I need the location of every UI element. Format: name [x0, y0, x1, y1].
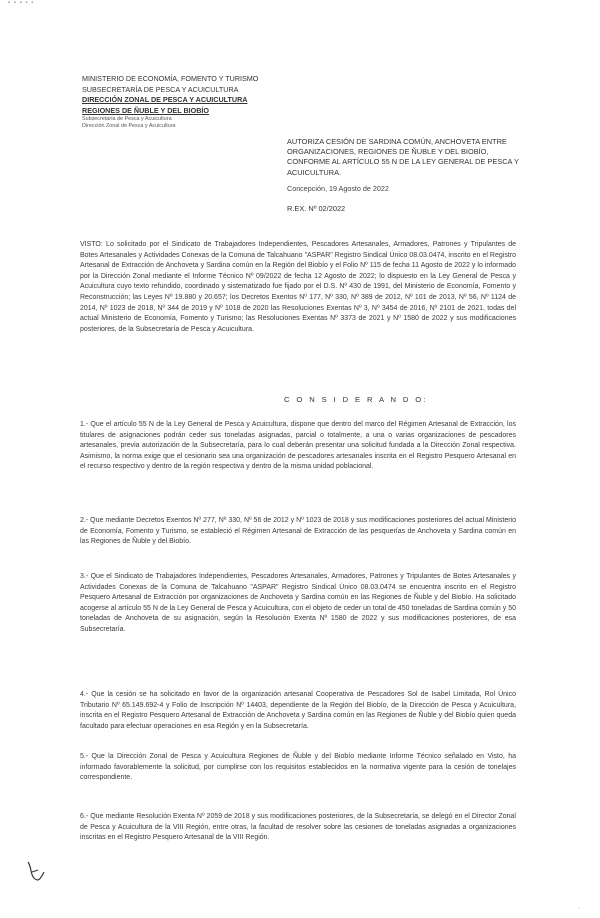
- considerando-4-text: 4.- Que la cesión se ha solicitado en favor de la organización artesanal Cooperativa de Pescadores Sol de Isabel Limitada, Rol Único Tributario Nº 65.149.692-4 y Folio de Inscripción Nº 14403, dependiente de la Región del Biobío, de la Dirección de Pesca y Acuicultura, inscrita en el Registro Pesquero Artesanal de Extracción de Anchoveta y Sardina común en las Regiones de Ñuble y del Biobío quien queda facultado para efectuar operaciones en esa Región y en la Subsecretaría.: [80, 691, 516, 730]
- letterhead-subsecretaria: SUBSECRETARÍA DE PESCA Y ACUICULTURA: [82, 84, 239, 94]
- considerando-6-text: 6.- Que mediante Resolución Exenta Nº 2059 de 2018 y sus modificaciones posteriores, de la Subsecretaría, se delegó en el Director Zonal de Pesca y Acuicultura de la VIII Región, entre otras, la facultad de resolver sobre las cesiones de toneladas asignadas a organizaciones inscritas en el Registro Pesquero Artesanal de la VIII Región.: [80, 813, 516, 842]
- resolution-number: R.EX. Nº 02/2022: [287, 204, 346, 213]
- visto-paragraph: [80, 240, 516, 335]
- considerando-5: [80, 752, 516, 784]
- letterhead-small-2: Dirección Zonal de Pesca y Acuicultura: [82, 123, 176, 129]
- letterhead-small-1: Subsecretaría de Pesca y Acuicultura: [82, 116, 172, 122]
- scan-marks: ▪ ▪ ▪ ▪ ▪: [8, 0, 35, 6]
- considerando-1: [80, 420, 516, 473]
- corner-mark: ▫: [578, 906, 580, 912]
- considerando-heading: C O N S I D E R A N D O:: [284, 395, 429, 404]
- considerando-1-text: 1.- Que el artículo 55 N de la Ley General de Pesca y Acuicultura, dispone que dentro del marco del Régimen Artesanal de Extracción, los titulares de asignaciones podrán ceder sus toneladas asignadas, parcial o totalmente, a una o varias organizaciones de pescadores artesanales, previa autorización de la Subsecretaría, para lo cual deberán presentar una solicitud fundada a la Dirección Zonal respectiva. Asimismo, la norma exige que el cesionario sea una organización de pescadores artesanales inscrita en el Registro Pesquero Artesanal en el recurso respectivo y dentro de la región respectiva y dentro de la misma unidad poblacional.: [80, 421, 516, 471]
- considerando-2-text: 2.- Que mediante Decretos Exentos Nº 277, Nº 330, Nº 56 de 2012 y Nº 1023 de 2018 y sus modificaciones posteriores del actual Ministerio de Economía, Fomento y Turismo, se estableció el Régimen Artesanal de Extracción de las pesquerías de Anchoveta y Sardina común en las Regiones de Ñuble y del Biobío.: [80, 517, 516, 546]
- letterhead-direccion: DIRECCIÓN ZONAL DE PESCA Y ACUICULTURA: [82, 95, 248, 104]
- considerando-5-text: 5.- Que la Dirección Zonal de Pesca y Acuicultura Regiones de Ñuble y del Biobío mediante Informe Técnico señalado en Visto, ha informado favorablemente la solicitud, por cumplirse con los requisitos establecidos en la normativa vigente para la cesión de tonelajes correspondiente.: [80, 753, 516, 782]
- letterhead-ministry: MINISTERIO DE ECONOMÍA, FOMENTO Y TURISMO: [82, 74, 259, 83]
- letterhead-regiones: REGIONES DE ÑUBLE Y DEL BIOBÍO: [82, 105, 210, 115]
- considerando-4: [80, 690, 516, 732]
- signature-mark-icon: [24, 858, 50, 884]
- resolution-title: AUTORIZA CESIÓN DE SARDINA COMÚN, ANCHOVETA ENTRE ORGANIZACIONES, REGIONES DE ÑUBLE Y DEL BIOBÍO, CONFORME AL ARTÍCULO 55 N DE LA LEY GENERAL DE PESCA Y ACUICULTURA.: [287, 137, 519, 177]
- considerando-6: [80, 812, 516, 844]
- letterhead: [82, 74, 312, 130]
- visto-text: VISTO: Lo solicitado por el Sindicato de Trabajadores Independientes, Pescadores Artesanales, Armadores, Patrones y Tripulantes de Botes Artesanales y Actividades Conexas de la Comuna de Talcahuano "ASPAR" Registro Sindical Único 08.03.0474, inscrito en el Registro Artesanal de Extracción de Anchoveta y Sardina común en la Región del Biobío y el Folio Nº 115 de fecha 11 Agosto de 2022 y lo informado por la Dirección Zonal mediante el Informe Técnico Nº 09/2022 de fecha 12 Agosto de 2022; lo dispuesto en la Ley General de Pesca y Acuicultura cuyo texto refundido, coordinado y sistematizado fue fijado por el D.S. Nº 430 de 1991, del Ministerio de Economía, Fomento y Reconstrucción; las Leyes Nº 19.880 y 20.657; los Decretos Exentos Nº 177, Nº 330, Nº 389 de 2012, Nº 101 de 2013, Nº 56, Nº 1124 de 2014, Nº 1023 de 2018, Nº 344 de 2019 y Nº 1018 de 2020 las Resoluciones Exentas Nº 3, Nº 3454 de 2016, Nº 2101 de 2021, todas del actual Ministerio de Economía, Fomento y Turismo; las Resoluciones Exentas Nº 3373 de 2021 y Nº 1580 de 2022 y sus modificaciones posteriores, de la Subsecretaría de Pesca y Acuicultura.: [80, 241, 516, 333]
- considerando-3-text: 3.- Que el Sindicato de Trabajadores Independientes, Pescadores Artesanales, Armadores, Patrones y Tripulantes de Botes Artesanales y Actividades Conexas de la Comuna de Talcahuano "ASPAR" Registro Sindical Único 08.03.0474 se encuentra inscrito en el Registro Pesquero Artesanal de Extracción por organizaciones de Anchoveta y Sardina común en las Regiones de Ñuble y del Biobío. Ha solicitado acogerse al artículo 55 N de la Ley General de Pesca y Acuicultura, con el objeto de ceder un total de 450 toneladas de Sardina común y 50 toneladas de Anchoveta de su asignación, según la Resolución Exenta Nº 1580 de 2022 y sus modificaciones posteriores, de esa Subsecretaría.: [80, 573, 516, 633]
- considerando-2: [80, 516, 516, 548]
- resolution-date: Concepción, 19 Agosto de 2022: [287, 184, 389, 193]
- considerando-3: [80, 572, 516, 636]
